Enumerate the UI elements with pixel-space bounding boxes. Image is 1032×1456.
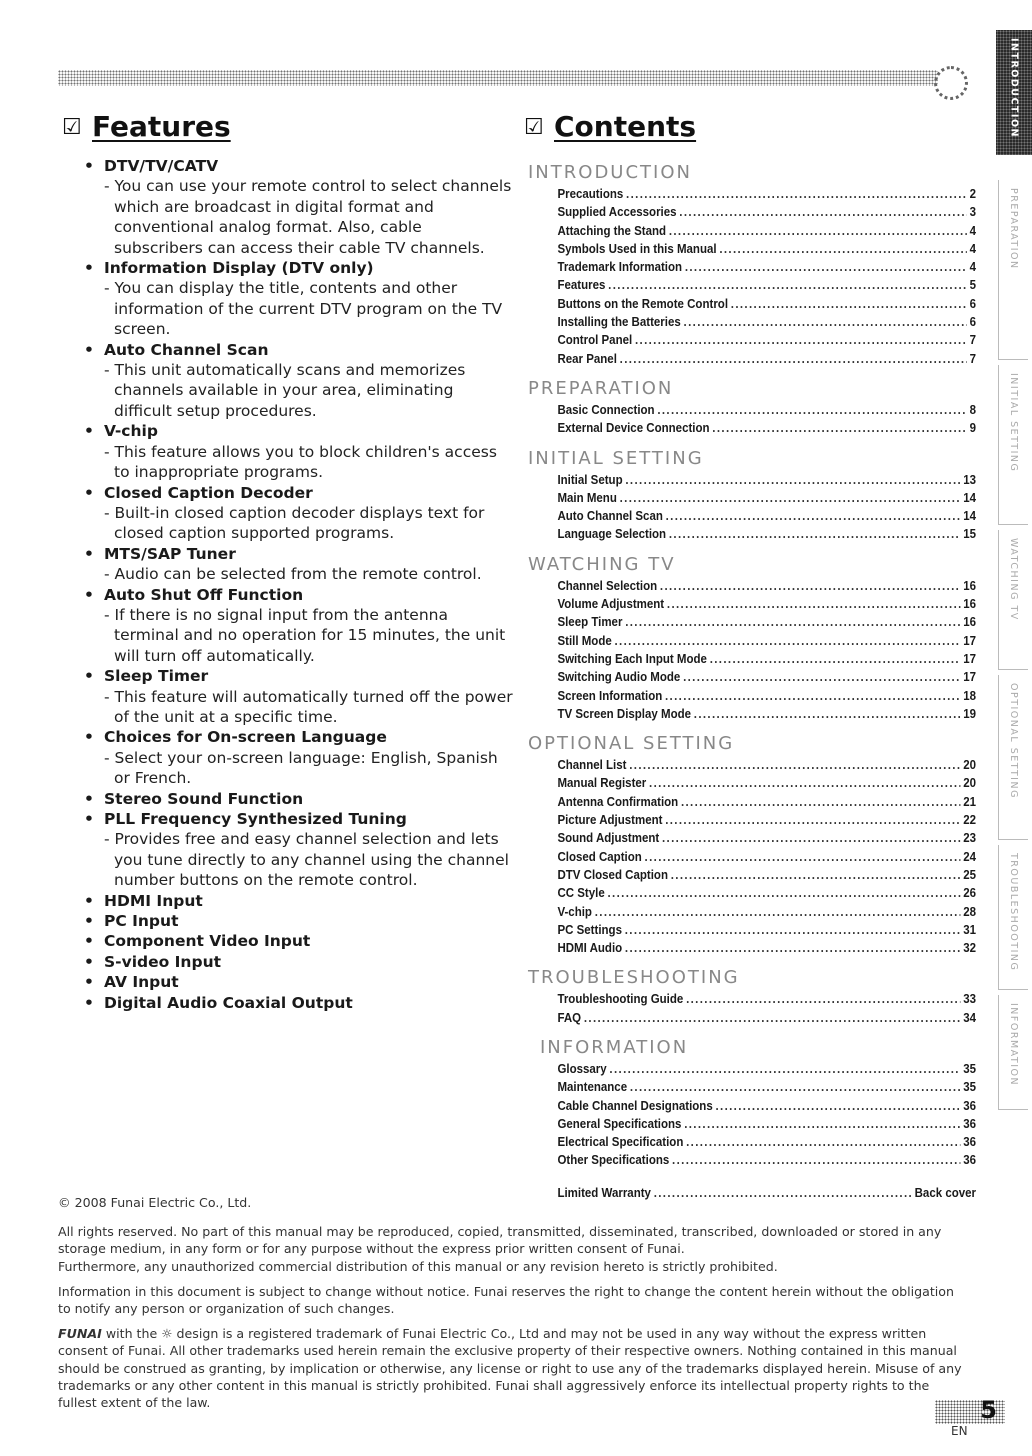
toc-entry[interactable] bbox=[528, 203, 976, 221]
toc-leader-dots bbox=[625, 939, 961, 957]
toc-entry-page: 7 bbox=[969, 351, 977, 366]
bullet-icon: • bbox=[84, 483, 94, 502]
feature-title: HDMI Input bbox=[104, 891, 203, 910]
toc-entry-title: Buttons on the Remote Control bbox=[557, 296, 729, 311]
toc-leader-dots bbox=[620, 350, 967, 368]
toc-leader-dots bbox=[665, 811, 960, 829]
feature-item bbox=[84, 340, 514, 422]
toc-entry-title: Other Specifications bbox=[557, 1153, 670, 1168]
feature-item bbox=[84, 972, 514, 992]
toc-leader-dots bbox=[609, 1060, 960, 1078]
toc-entry-page: 14 bbox=[963, 490, 977, 505]
toc-entry-page: 23 bbox=[963, 831, 977, 846]
toc-entry-page: 2 bbox=[969, 187, 977, 201]
toc-entry[interactable] bbox=[528, 1060, 976, 1078]
toc-leader-dots bbox=[710, 650, 961, 668]
toc-entry[interactable] bbox=[528, 668, 976, 686]
toc-leader-dots bbox=[620, 489, 961, 507]
feature-item bbox=[84, 156, 514, 258]
toc-leader-dots bbox=[712, 419, 967, 437]
sidebar-tab-label: TROUBLESHOOTING bbox=[1008, 853, 1019, 972]
toc-entry-title: Limited Warranty bbox=[557, 1185, 651, 1200]
toc-leader-dots bbox=[719, 240, 967, 258]
toc-entry-title: Glossary bbox=[557, 1061, 607, 1076]
toc-section-heading: OPTIONAL SETTING bbox=[528, 733, 735, 755]
toc-entry-title: Language Selection bbox=[557, 527, 667, 542]
feature-description: - Audio can be selected from the remote control. bbox=[104, 565, 482, 584]
toc-entry-title: Picture Adjustment bbox=[557, 813, 663, 828]
toc-leader-dots bbox=[645, 848, 961, 866]
toc-entry-title: CC Style bbox=[557, 886, 605, 901]
toc-entry-title: Troubleshooting Guide bbox=[557, 992, 684, 1007]
toc-entry-page: 20 bbox=[963, 758, 977, 773]
toc-entry-page: 17 bbox=[963, 670, 977, 685]
toc-leader-dots bbox=[669, 222, 967, 240]
toc-entry-title: Manual Register bbox=[557, 776, 647, 791]
sidebar-tab-information[interactable] bbox=[998, 995, 1028, 1110]
bullet-icon: • bbox=[84, 973, 94, 992]
toc-entry-title: Features bbox=[557, 278, 606, 293]
feature-description: - This unit automatically scans and memorizes channels available in your area, eliminating difficult setup procedures. bbox=[104, 361, 466, 420]
toc-entry[interactable] bbox=[528, 240, 976, 258]
page-number-badge bbox=[935, 1396, 1005, 1424]
feature-title: Auto Channel Scan bbox=[104, 340, 269, 359]
toc-section-heading: WATCHING TV bbox=[528, 553, 676, 575]
header-circle-ornament bbox=[934, 66, 968, 100]
toc-entry[interactable] bbox=[528, 811, 976, 829]
toc-entry[interactable] bbox=[528, 990, 976, 1008]
toc-leader-dots bbox=[685, 258, 967, 276]
bullet-icon: • bbox=[84, 422, 94, 441]
toc-entry-page: 22 bbox=[963, 813, 977, 828]
feature-title: Choices for On-screen Language bbox=[104, 728, 387, 747]
toc-entry[interactable] bbox=[528, 401, 976, 419]
feature-title: MTS/SAP Tuner bbox=[104, 544, 236, 563]
toc-entry[interactable] bbox=[528, 921, 976, 939]
sidebar-tab-introduction[interactable] bbox=[996, 30, 1032, 155]
language-code: EN bbox=[951, 1424, 968, 1438]
toc-entry-title: FAQ bbox=[557, 1010, 582, 1025]
toc-entry-title: Channel Selection bbox=[557, 578, 658, 593]
feature-description: - This feature allows you to block children's access to inappropriate programs. bbox=[104, 442, 497, 482]
toc-entry-page: 36 bbox=[963, 1135, 977, 1150]
feature-item bbox=[84, 544, 514, 585]
toc-entry-title: Attaching the Stand bbox=[557, 223, 667, 238]
feature-item bbox=[84, 483, 514, 544]
toc-entry-page: 21 bbox=[963, 794, 977, 809]
sidebar-tab-optional-setting[interactable] bbox=[998, 675, 1028, 840]
feature-description: - If there is no signal input from the antenna terminal and no operation for 15 minutes, the unit will turn off automatically. bbox=[104, 605, 506, 665]
toc-entry-title: Sleep Timer bbox=[557, 615, 623, 630]
feature-title: AV Input bbox=[104, 973, 179, 992]
toc-leader-dots bbox=[671, 866, 961, 884]
feature-title: V-chip bbox=[104, 422, 158, 441]
feature-item bbox=[84, 911, 514, 931]
toc-entry-page: 7 bbox=[969, 333, 977, 348]
toc-entry-title: Initial Setup bbox=[557, 472, 623, 487]
checkbox-icon: ☑ bbox=[62, 115, 82, 140]
toc-leader-dots bbox=[686, 1133, 960, 1151]
feature-title: S-video Input bbox=[104, 952, 222, 971]
bullet-icon: • bbox=[84, 952, 94, 971]
toc-entry-title: Switching Each Input Mode bbox=[557, 651, 707, 666]
toc-entry[interactable] bbox=[528, 595, 976, 613]
toc-entry[interactable] bbox=[528, 313, 976, 331]
toc-entry-title: PC Settings bbox=[557, 922, 622, 937]
toc-leader-dots bbox=[635, 331, 967, 349]
rights-text: All rights reserved. No part of this manual may be reproduced, copied, transmitted, disseminated, transcribed, downloaded or stored in any storage medium, in any form or for any purpose without the express prior written consent of Funai. bbox=[58, 1224, 942, 1257]
toc-entry-title: Still Mode bbox=[557, 633, 612, 648]
toc-entry-title: Supplied Accessories bbox=[557, 205, 677, 220]
toc-entry[interactable] bbox=[528, 185, 976, 203]
toc-leader-dots bbox=[679, 203, 967, 221]
toc-entry-page: 14 bbox=[963, 509, 977, 524]
toc-entry[interactable] bbox=[528, 705, 976, 723]
feature-title: PC Input bbox=[104, 912, 179, 931]
features-heading bbox=[62, 110, 231, 143]
bullet-icon: • bbox=[84, 585, 94, 604]
toc-entry[interactable] bbox=[528, 884, 976, 902]
toc-entry-title: V-chip bbox=[557, 904, 592, 919]
toc-entry-title: DTV Closed Caption bbox=[557, 867, 668, 882]
bullet-icon: • bbox=[84, 157, 94, 175]
toc-entry-page: 35 bbox=[963, 1061, 977, 1076]
toc-leader-dots bbox=[625, 921, 961, 939]
toc-leader-dots bbox=[660, 577, 961, 595]
toc-leader-dots bbox=[608, 276, 967, 294]
toc-entry-page: 9 bbox=[969, 421, 977, 436]
toc-entry-title: Trademark Information bbox=[557, 260, 683, 275]
toc-entry[interactable] bbox=[528, 276, 976, 294]
features-list bbox=[84, 156, 514, 1013]
trademark-text-b: design is a registered trademark of Funai Electric Co., Ltd and may not be used in any way without the express written consent of Funai. All other trademarks used herein remain the exclusive property of their respective owners. Nothing contained in this manual should be construed as granting, by implication or otherwise, any license or right to use any of the trademarks displayed herein. Misuse of any trademarks or any other content in this manual is strictly prohibited. Funai shall aggressively enforce its intellectual property rights to the fullest extent of the law. bbox=[58, 1326, 962, 1411]
toc-leader-dots bbox=[607, 884, 960, 902]
feature-item bbox=[84, 809, 514, 891]
sidebar-tab-watching-tv[interactable] bbox=[998, 530, 1028, 670]
toc-entry-page: 3 bbox=[969, 205, 977, 220]
toc-entry-page: 24 bbox=[963, 849, 977, 864]
bullet-icon: • bbox=[84, 667, 94, 686]
toc-entry-page: 33 bbox=[963, 992, 977, 1007]
table-of-contents bbox=[528, 162, 976, 1202]
toc-entry-page: 4 bbox=[969, 223, 977, 238]
feature-title: PLL Frequency Synthesized Tuning bbox=[104, 810, 407, 828]
rights-paragraph bbox=[58, 1223, 968, 1275]
toc-entry[interactable] bbox=[528, 687, 976, 705]
toc-entry-page: 5 bbox=[969, 278, 977, 293]
feature-item bbox=[84, 727, 514, 788]
toc-entry-title: Symbols Used in this Manual bbox=[557, 241, 717, 256]
toc-entry-page: Back cover bbox=[914, 1185, 977, 1200]
sidebar-tab-preparation[interactable] bbox=[998, 180, 1028, 360]
toc-entry[interactable] bbox=[528, 613, 976, 631]
feature-item bbox=[84, 421, 514, 482]
toc-entry-page: 13 bbox=[963, 472, 977, 487]
toc-leader-dots bbox=[667, 595, 961, 613]
toc-entry[interactable] bbox=[528, 471, 976, 489]
bullet-icon: • bbox=[84, 728, 94, 747]
toc-entry-title: External Device Connection bbox=[557, 421, 710, 436]
feature-item bbox=[84, 931, 514, 951]
toc-entry-page: 36 bbox=[963, 1098, 977, 1113]
toc-entry-page: 32 bbox=[963, 941, 977, 956]
copyright: © 2008 Funai Electric Co., Ltd. bbox=[58, 1195, 252, 1210]
bullet-icon: • bbox=[84, 932, 94, 951]
toc-leader-dots bbox=[665, 687, 960, 705]
toc-entry-page: 15 bbox=[963, 527, 977, 542]
toc-section-heading: INFORMATION bbox=[540, 1036, 689, 1058]
toc-entry[interactable] bbox=[528, 258, 976, 276]
toc-entry-page: 36 bbox=[963, 1116, 977, 1131]
toc-entry-page: 8 bbox=[969, 402, 977, 417]
bullet-icon: • bbox=[84, 789, 94, 808]
toc-entry-page: 4 bbox=[969, 260, 977, 275]
toc-entry-page: 17 bbox=[963, 633, 977, 648]
feature-description: - Built-in closed caption decoder displays text for closed caption supported programs. bbox=[104, 503, 485, 543]
toc-entry-page: 18 bbox=[963, 688, 977, 703]
toc-entry-title: Volume Adjustment bbox=[557, 597, 665, 612]
toc-section-heading: PREPARATION bbox=[528, 377, 674, 399]
toc-leader-dots bbox=[672, 1151, 960, 1169]
toc-entry[interactable] bbox=[528, 1151, 976, 1169]
toc-entry[interactable] bbox=[528, 222, 976, 240]
toc-leader-dots bbox=[694, 705, 961, 723]
toc-leader-dots bbox=[681, 793, 961, 811]
sidebar-tab-initial-setting[interactable] bbox=[998, 365, 1028, 525]
feature-item bbox=[84, 585, 514, 667]
toc-entry[interactable] bbox=[528, 650, 976, 668]
trademark-paragraph bbox=[58, 1325, 968, 1411]
toc-section-heading: TROUBLESHOOTING bbox=[528, 967, 740, 989]
feature-title: Digital Audio Coaxial Output bbox=[104, 993, 353, 1012]
toc-entry[interactable] bbox=[528, 1009, 976, 1027]
feature-item bbox=[84, 789, 514, 809]
feature-description: - Select your on-screen language: English, Spanish or French. bbox=[104, 748, 498, 788]
toc-entry[interactable] bbox=[528, 1115, 976, 1133]
toc-entry-page: 20 bbox=[963, 776, 977, 791]
toc-entry-page: 16 bbox=[963, 615, 977, 630]
sidebar-tab-label: INFORMATION bbox=[1008, 1003, 1019, 1087]
toc-entry-title: Screen Information bbox=[557, 688, 663, 703]
toc-entry-title: Precautions bbox=[557, 187, 624, 201]
feature-description: - You can use your remote control to select channels which are broadcast in digital format and conventional analog format. Also, cable subscribers can access their cable TV channels. bbox=[104, 177, 512, 257]
toc-entry[interactable] bbox=[528, 774, 976, 792]
toc-entry-title: Sound Adjustment bbox=[557, 831, 660, 846]
toc-entry-page: 31 bbox=[963, 922, 977, 937]
feature-item bbox=[84, 666, 514, 727]
feature-title: Information Display (DTV only) bbox=[104, 259, 374, 278]
toc-leader-dots bbox=[686, 990, 960, 1008]
bullet-icon: • bbox=[84, 912, 94, 931]
toc-entry[interactable] bbox=[528, 1097, 976, 1115]
sidebar-tab-label: PREPARATION bbox=[1008, 188, 1019, 270]
contents-heading bbox=[524, 110, 696, 143]
toc-entry-page: 6 bbox=[969, 296, 977, 311]
toc-entry[interactable] bbox=[528, 295, 976, 313]
toc-entry[interactable] bbox=[528, 1133, 976, 1151]
feature-title: Component Video Input bbox=[104, 932, 311, 951]
toc-entry[interactable] bbox=[528, 331, 976, 349]
toc-leader-dots bbox=[584, 1009, 961, 1027]
header-dotted-rule bbox=[58, 70, 938, 86]
toc-entry-title: Antenna Confirmation bbox=[557, 794, 679, 809]
checkbox-icon: ☑ bbox=[524, 115, 544, 140]
toc-entry-page: 34 bbox=[963, 1010, 977, 1025]
toc-entry-title: TV Screen Display Mode bbox=[557, 706, 692, 721]
toc-entry[interactable] bbox=[528, 866, 976, 884]
toc-entry-title: Cable Channel Designations bbox=[557, 1098, 713, 1113]
toc-entry-page: 26 bbox=[963, 886, 977, 901]
toc-leader-dots bbox=[629, 756, 960, 774]
toc-section-heading: INTRODUCTION bbox=[528, 162, 692, 183]
toc-leader-dots bbox=[649, 774, 960, 792]
toc-entry[interactable] bbox=[528, 489, 976, 507]
toc-entry[interactable] bbox=[528, 939, 976, 957]
sidebar-tab-troubleshooting[interactable] bbox=[998, 845, 1028, 990]
toc-entry[interactable] bbox=[528, 350, 976, 368]
toc-leader-dots bbox=[625, 613, 960, 631]
notice-paragraph: Information in this document is subject to change without notice. Funai reserves the right to change the content herein without the obligation to notify any person or organization of such changes. bbox=[58, 1283, 954, 1317]
toc-entry-title: Channel List bbox=[557, 758, 627, 773]
bullet-icon: • bbox=[84, 340, 94, 359]
features-title: Features bbox=[92, 110, 231, 143]
toc-entry[interactable] bbox=[528, 525, 976, 543]
toc-entry-title: Main Menu bbox=[557, 490, 617, 505]
toc-section-heading: INITIAL SETTING bbox=[528, 447, 704, 469]
toc-leader-dots bbox=[625, 471, 960, 489]
toc-entry[interactable] bbox=[528, 1078, 976, 1096]
legal-footer bbox=[58, 1194, 968, 1419]
feature-title: DTV/TV/CATV bbox=[104, 157, 219, 175]
feature-title: Closed Caption Decoder bbox=[104, 483, 313, 502]
bullet-icon: • bbox=[84, 259, 94, 278]
toc-entry-title: Control Panel bbox=[557, 333, 633, 348]
toc-entry[interactable] bbox=[528, 793, 976, 811]
toc-entry-page: 36 bbox=[963, 1153, 977, 1168]
toc-entry-title: Auto Channel Scan bbox=[557, 509, 663, 524]
toc-leader-dots bbox=[684, 1115, 960, 1133]
toc-entry-page: 25 bbox=[963, 867, 977, 882]
toc-leader-dots bbox=[657, 401, 967, 419]
section-sidebar bbox=[992, 30, 1032, 1110]
feature-item bbox=[84, 993, 514, 1013]
toc-entry-page: 19 bbox=[963, 706, 977, 721]
toc-entry[interactable] bbox=[528, 577, 976, 595]
toc-entry[interactable] bbox=[528, 829, 976, 847]
bullet-icon: • bbox=[84, 891, 94, 910]
sidebar-tab-label: INTRODUCTION bbox=[1008, 38, 1020, 138]
toc-entry[interactable] bbox=[528, 848, 976, 866]
toc-leader-dots bbox=[626, 185, 967, 203]
toc-entry-title: Closed Caption bbox=[557, 849, 642, 864]
toc-entry-page: 17 bbox=[963, 651, 977, 666]
toc-entry[interactable] bbox=[528, 632, 976, 650]
toc-leader-dots bbox=[669, 525, 961, 543]
toc-leader-dots bbox=[662, 829, 960, 847]
feature-item bbox=[84, 258, 514, 340]
feature-title: Auto Shut Off Function bbox=[104, 585, 304, 604]
contents-title: Contents bbox=[554, 110, 697, 143]
toc-entry-page: 4 bbox=[969, 241, 977, 256]
feature-description: - You can display the title, contents and other information of the current DTV program on the TV screen. bbox=[104, 279, 503, 339]
feature-title: Stereo Sound Function bbox=[104, 789, 304, 808]
toc-leader-dots bbox=[731, 295, 967, 313]
toc-entry-title: Electrical Specification bbox=[557, 1135, 684, 1150]
toc-entry-page: 28 bbox=[963, 904, 977, 919]
toc-leader-dots bbox=[615, 632, 961, 650]
toc-entry-page: 16 bbox=[963, 597, 977, 612]
bullet-icon: • bbox=[84, 544, 94, 563]
sidebar-tab-label: WATCHING TV bbox=[1008, 538, 1019, 621]
sidebar-tab-label: OPTIONAL SETTING bbox=[1008, 683, 1019, 799]
toc-entry-title: Rear Panel bbox=[557, 351, 617, 366]
toc-leader-dots bbox=[683, 668, 960, 686]
toc-leader-dots bbox=[684, 313, 967, 331]
feature-item bbox=[84, 891, 514, 911]
feature-title: Sleep Timer bbox=[104, 667, 209, 686]
toc-entry[interactable] bbox=[528, 419, 976, 437]
toc-entry-title: General Specifications bbox=[557, 1116, 682, 1131]
toc-entry-title: Switching Audio Mode bbox=[557, 670, 681, 685]
toc-entry-title: Maintenance bbox=[557, 1080, 628, 1095]
funai-design-icon: ☼ bbox=[161, 1326, 173, 1342]
toc-entry[interactable] bbox=[528, 507, 976, 525]
toc-leader-dots bbox=[595, 903, 961, 921]
toc-entry-title: Basic Connection bbox=[557, 402, 655, 417]
feature-description: - This feature will automatically turned off the power of the unit at a specific time. bbox=[104, 687, 513, 726]
feature-item bbox=[84, 952, 514, 972]
trademark-text-a: with the bbox=[105, 1326, 158, 1342]
toc-entry[interactable] bbox=[528, 903, 976, 921]
toc-leader-dots bbox=[630, 1078, 961, 1096]
sidebar-tab-label: INITIAL SETTING bbox=[1008, 373, 1019, 473]
toc-entry[interactable] bbox=[528, 756, 976, 774]
bullet-icon: • bbox=[84, 810, 94, 828]
toc-leader-dots bbox=[715, 1097, 960, 1115]
toc-entry-title: Installing the Batteries bbox=[557, 315, 681, 330]
toc-entry-page: 16 bbox=[963, 578, 977, 593]
page-number: 5 bbox=[980, 1396, 997, 1424]
toc-leader-dots bbox=[666, 507, 961, 525]
rights-text-2: Furthermore, any unauthorized commercial distribution of this manual or any revision hereto is strictly prohibited. bbox=[58, 1258, 778, 1274]
feature-description: - Provides free and easy channel selection and lets you tune directly to any channel using the channel number buttons on the remote control. bbox=[104, 830, 509, 890]
toc-entry-title: HDMI Audio bbox=[557, 941, 623, 956]
toc-entry-page: 6 bbox=[969, 315, 977, 330]
toc-entry-page: 35 bbox=[963, 1080, 977, 1095]
funai-logo: FUNAI bbox=[58, 1326, 102, 1342]
bullet-icon: • bbox=[84, 993, 94, 1012]
